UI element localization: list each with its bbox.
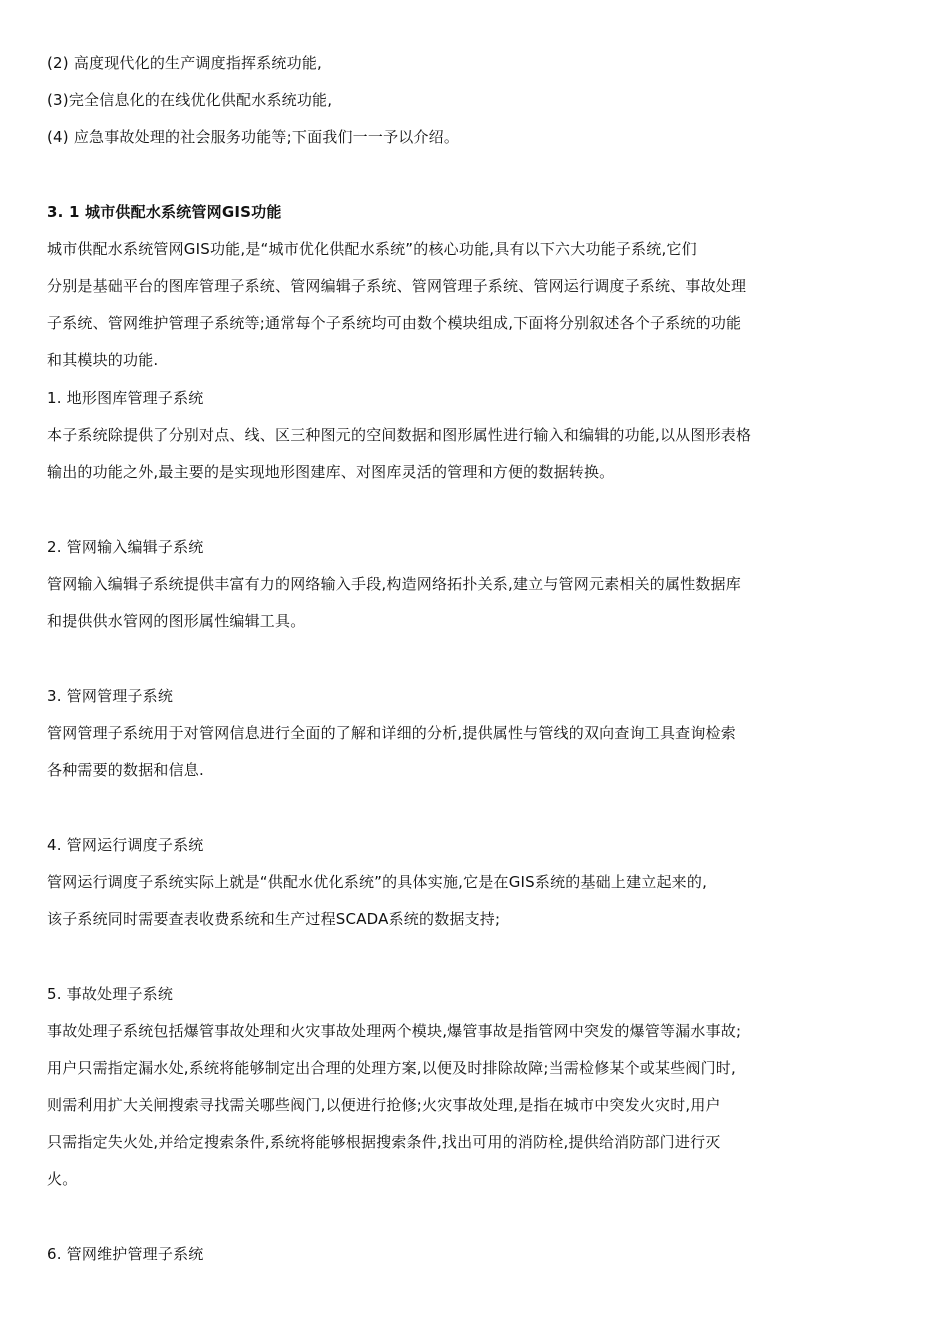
section-3-1-para-line: 子系统、管网维护管理子系统等;通常每个子系统均可由数个模块组成,下面将分别叙述各个子系统的功能 <box>47 314 742 332</box>
subsystem-6-title: 6. 管网维护管理子系统 <box>47 1245 204 1263</box>
subsystem-5-para-line: 只需指定失火处,并给定搜索条件,系统将能够根据搜索条件,找出可用的消防栓,提供给消防部门进行灭 <box>47 1133 721 1151</box>
section-3-1-para-line: 城市供配水系统管网GIS功能,是“城市优化供配水系统”的核心功能,具有以下六大功能子系统,它们 <box>47 240 697 258</box>
subsystem-5-para-line: 则需利用扩大关闸搜索寻找需关哪些阀门,以便进行抢修;火灾事故处理,是指在城市中突发火灾时,用户 <box>47 1096 721 1114</box>
subsystem-5-para-line: 事故处理子系统包括爆管事故处理和火灾事故处理两个模块,爆管事故是指管网中突发的爆管等漏水事故; <box>47 1022 742 1040</box>
subsystem-2-para-line: 管网输入编辑子系统提供丰富有力的网络输入手段,构造网络拓扑关系,建立与管网元素相关的属性数据库 <box>47 575 741 593</box>
subsystem-1-title: 1. 地形图库管理子系统 <box>47 389 204 407</box>
section-3-1-title: 3. 1 城市供配水系统管网GIS功能 <box>47 203 282 221</box>
subsystem-4-para-line: 该子系统同时需要查表收费系统和生产过程SCADA系统的数据支持; <box>47 910 501 928</box>
subsystem-3-para-line: 管网管理子系统用于对管网信息进行全面的了解和详细的分析,提供属性与管线的双向查询工具查询检索 <box>47 724 736 742</box>
subsystem-4-title: 4. 管网运行调度子系统 <box>47 836 204 854</box>
intro-item-4: (4) 应急事故处理的社会服务功能等;下面我们一一予以介绍。 <box>47 128 460 146</box>
section-3-1-para-line: 分别是基础平台的图库管理子系统、管网编辑子系统、管网管理子系统、管网运行调度子系统、事故处理 <box>47 277 747 295</box>
subsystem-5-para-line: 用户只需指定漏水处,系统将能够制定出合理的处理方案,以便及时排除故障;当需检修某个或某些阀门时, <box>47 1059 736 1077</box>
subsystem-1-para-line: 输出的功能之外,最主要的是实现地形图建库、对图库灵活的管理和方便的数据转换。 <box>47 463 615 481</box>
subsystem-5-title: 5. 事故处理子系统 <box>47 985 174 1003</box>
subsystem-2-title: 2. 管网输入编辑子系统 <box>47 538 204 556</box>
subsystem-5-para-line: 火。 <box>47 1170 78 1188</box>
subsystem-4-para-line: 管网运行调度子系统实际上就是“供配水优化系统”的具体实施,它是在GIS系统的基础上建立起来的, <box>47 873 708 891</box>
intro-item-3: (3)完全信息化的在线优化供配水系统功能, <box>47 91 333 109</box>
subsystem-1-para-line: 本子系统除提供了分别对点、线、区三种图元的空间数据和图形属性进行输入和编辑的功能,以从图形表格 <box>47 426 752 444</box>
intro-item-2: (2) 高度现代化的生产调度指挥系统功能, <box>47 54 322 72</box>
section-3-1-para-line: 和其模块的功能. <box>47 351 159 369</box>
subsystem-3-title: 3. 管网管理子系统 <box>47 687 174 705</box>
subsystem-3-para-line: 各种需要的数据和信息. <box>47 761 204 779</box>
subsystem-2-para-line: 和提供供水管网的图形属性编辑工具。 <box>47 612 306 630</box>
